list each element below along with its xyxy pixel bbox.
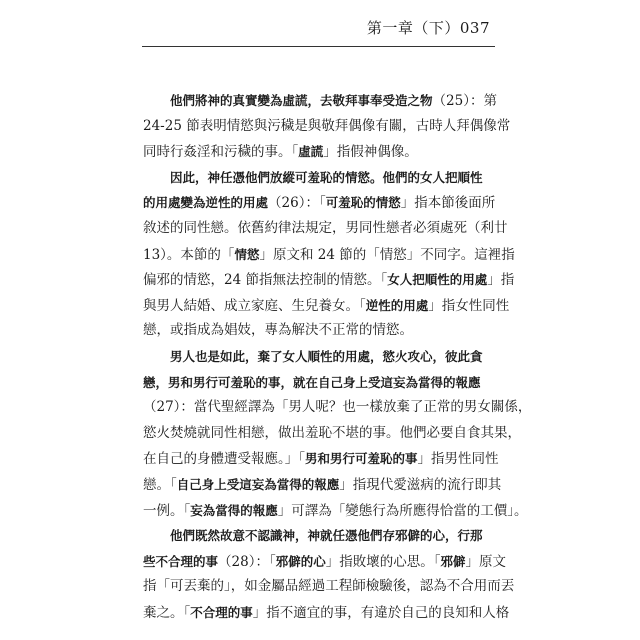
- text-line: [143, 216, 508, 242]
- emphasized-text: 自己身上受這妄為當得的報應: [176, 476, 340, 492]
- body-text: 戀。「: [143, 476, 177, 493]
- paragraph: [143, 523, 515, 625]
- body-text: 13）。本節的「: [143, 246, 235, 263]
- text-line: [143, 190, 498, 216]
- body-text: （25）：第: [432, 93, 497, 109]
- text-line: [143, 344, 498, 370]
- emphasized-text: 他們既然故意不認識神，神就任憑他們存邪僻的心，行那: [170, 528, 483, 544]
- text-line: [143, 139, 498, 165]
- text-line: [143, 395, 532, 421]
- text-line: [143, 114, 511, 140]
- body-text: 」指現代愛滋病的流行即其: [339, 476, 502, 493]
- paragraph: [143, 165, 515, 344]
- body-text: 」原文和 24 節的「情慾」不同字。這裡指: [259, 246, 515, 263]
- body-text: （28）：「: [218, 553, 276, 570]
- body-text: 」原文: [465, 553, 506, 570]
- body-text: 」指假神偶像。: [323, 144, 418, 161]
- emphasized-text: 男和男行可羞恥的事: [305, 451, 418, 467]
- body-text: 」指女性同性: [428, 297, 510, 314]
- emphasized-text: 邪僻: [440, 553, 466, 569]
- text-line: [143, 600, 510, 626]
- body-text: 」指敗壞的心思。「: [325, 553, 441, 570]
- body-text: 」指: [487, 272, 515, 289]
- body-text: 慾火焚燒就同性相戀，做出羞恥不堪的事。他們必要自食其果，: [143, 424, 521, 441]
- body-text: 一例。「: [143, 502, 191, 519]
- body-text: 與男人結婚、成立家庭、生兒養女。「: [143, 297, 366, 314]
- emphasized-text: 虛謊: [298, 144, 324, 160]
- body-text: 」可譯為「變態行為所應得恰當的工價」。: [277, 502, 528, 519]
- body-text: 戀，或指成為娼妓，專為解決不正常的情慾。: [143, 322, 413, 339]
- emphasized-text: 因此，神任憑他們放縱可羞恥的情慾。他們的女人把順性: [170, 169, 483, 185]
- emphasized-text: 逆性的用處: [365, 297, 429, 313]
- header-rule: [142, 46, 495, 47]
- text-line: [143, 88, 498, 114]
- paragraph: [143, 344, 532, 523]
- body-text: 24-25 節表明情慾與污穢是與敬拜偶像有關，古時人拜偶像常: [143, 117, 511, 134]
- body-text: 偏邪的情慾，24 節指無法控制的情慾。「: [143, 272, 388, 289]
- paragraph: [143, 88, 511, 165]
- body-text: （27）：當代聖經譯為「男人呢？也一樣放棄了正常的男女關係，: [143, 399, 532, 416]
- body-text: 敘述的同性戀。依舊約律法規定，男同性戀者必須處死（利廿: [143, 219, 508, 236]
- body-text: 」指男性同性: [417, 451, 499, 468]
- emphasized-text: 妄為當得的報應: [190, 502, 278, 518]
- text-line: [143, 165, 498, 191]
- text-line: [143, 523, 498, 549]
- text-line: [143, 498, 528, 524]
- text-line: [143, 318, 498, 344]
- body-text: 棄之。「: [143, 604, 191, 621]
- text-line: [143, 574, 515, 600]
- body-text: 指「可丟棄的」，如金屬品經過工程師檢驗後，認為不合用而丟: [143, 578, 515, 595]
- emphasized-text: 他們將神的真實變為虛謊，去敬拜事奉受造之物: [170, 93, 433, 108]
- emphasized-text: 不合理的事: [190, 604, 253, 620]
- emphasized-text: 些不合理的事: [143, 553, 219, 569]
- emphasized-text: 的用處變為逆性的用處: [143, 195, 269, 211]
- emphasized-text: 可羞恥的情慾: [325, 195, 401, 211]
- body-text: （26）：「: [268, 195, 326, 212]
- text-line: [143, 293, 510, 319]
- text-line: [143, 370, 498, 396]
- emphasized-text: 女人把順性的用處: [387, 272, 488, 288]
- text-line: [143, 472, 502, 498]
- page-body: [143, 88, 532, 625]
- emphasized-text: 情慾: [234, 246, 260, 262]
- body-text: 」指不適宜的事，有違於自己的良知和人格: [252, 604, 510, 621]
- emphasized-text: 邪僻的心: [275, 553, 326, 569]
- running-header: 第一章（下）037: [366, 19, 490, 37]
- body-text: 同時行姦淫和污穢的事。「: [143, 144, 299, 161]
- text-line: [143, 549, 506, 575]
- body-text: 」指本節後面所: [400, 195, 496, 212]
- emphasized-text: 男人也是如此，棄了女人順性的用處，慾火攻心，彼此貪: [170, 348, 483, 364]
- text-line: [143, 446, 498, 472]
- text-line: [143, 242, 515, 268]
- text-line: [143, 267, 515, 293]
- emphasized-text: 戀，男和男行可羞恥的事，就在自己身上受這妄為當得的報應: [143, 374, 481, 390]
- text-line: [143, 421, 521, 447]
- body-text: 在自己的身體遭受報應。」「: [143, 451, 305, 468]
